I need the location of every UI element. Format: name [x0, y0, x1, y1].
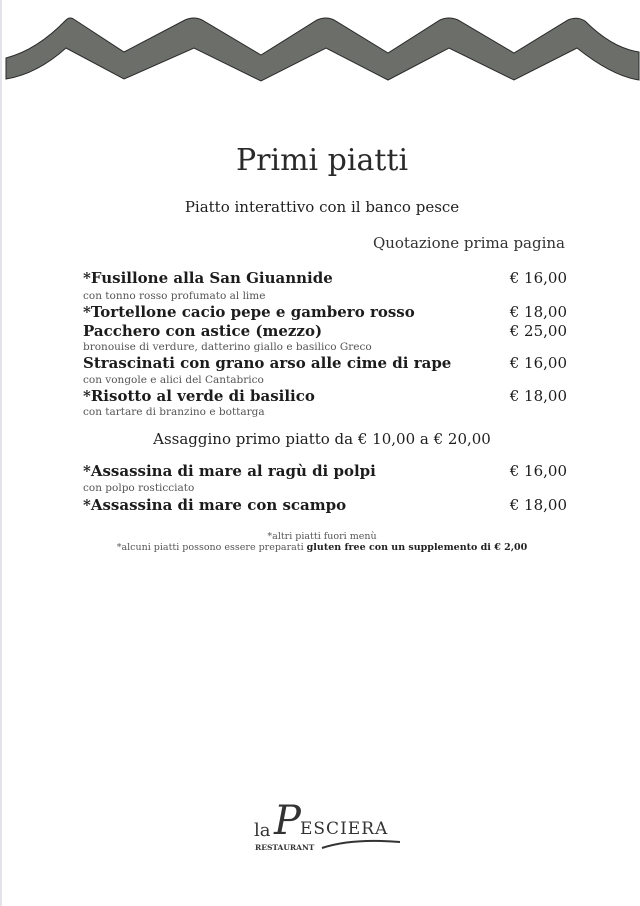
- menu-item: [83, 496, 567, 514]
- item-desc: bronouise di verdure, datterino giallo e basilico Greco: [83, 341, 372, 353]
- menu-item: [83, 387, 567, 405]
- quote-note: Quotazione prima pagina: [372, 234, 565, 252]
- item-price: € 16,00: [509, 354, 567, 372]
- menu-item: [83, 322, 567, 340]
- item-desc: con tonno rosso profumato al lime: [83, 290, 266, 302]
- item-price: € 18,00: [509, 496, 567, 514]
- menu-item: [83, 303, 567, 321]
- item-price: € 16,00: [509, 462, 567, 480]
- item-name: *Tortellone cacio pepe e gambero rosso: [83, 303, 415, 321]
- item-name: Strascinati con grano arso alle cime di rape: [83, 354, 452, 372]
- subtitle: Piatto interattivo con il banco pesce: [184, 198, 460, 216]
- svg-text:RESTAURANT: RESTAURANT: [255, 843, 315, 852]
- svg-text:la: la: [254, 820, 271, 841]
- menu-item: [83, 354, 567, 372]
- footnote: *altri piatti fuori menù: [267, 531, 377, 542]
- item-price: € 16,00: [509, 269, 567, 287]
- footnote-bold: gluten free con un supplemento di € 2,00: [306, 542, 528, 553]
- wave-decoration: [2, 0, 640, 90]
- item-name: *Assassina di mare al ragù di polpi: [83, 462, 376, 480]
- page-title: Primi piatti: [235, 143, 409, 178]
- item-price: € 18,00: [509, 387, 567, 405]
- item-name: *Assassina di mare con scampo: [83, 496, 347, 514]
- item-price: € 18,00: [509, 303, 567, 321]
- tasting-note: Assaggino primo piatto da € 10,00 a € 20,00: [153, 430, 491, 448]
- menu-item: [83, 462, 567, 480]
- svg-text:P: P: [274, 798, 301, 844]
- item-desc: con vongole e alici del Cantabrico: [83, 374, 264, 386]
- item-name: *Risotto al verde di basilico: [83, 387, 315, 405]
- item-name: Pacchero con astice (mezzo): [83, 322, 323, 340]
- footnote-text: *alcuni piatti possono essere preparati: [116, 542, 307, 553]
- footnote-gluten: [2, 542, 640, 553]
- svg-text:ESCIERA: ESCIERA: [300, 819, 389, 839]
- item-price: € 25,00: [509, 322, 567, 340]
- menu-item: [83, 269, 567, 287]
- item-desc: con tartare di branzino e bottarga: [83, 406, 265, 418]
- item-name: *Fusillone alla San Giuannide: [83, 269, 333, 287]
- restaurant-logo: [252, 792, 407, 854]
- item-desc: con polpo rosticciato: [83, 482, 195, 494]
